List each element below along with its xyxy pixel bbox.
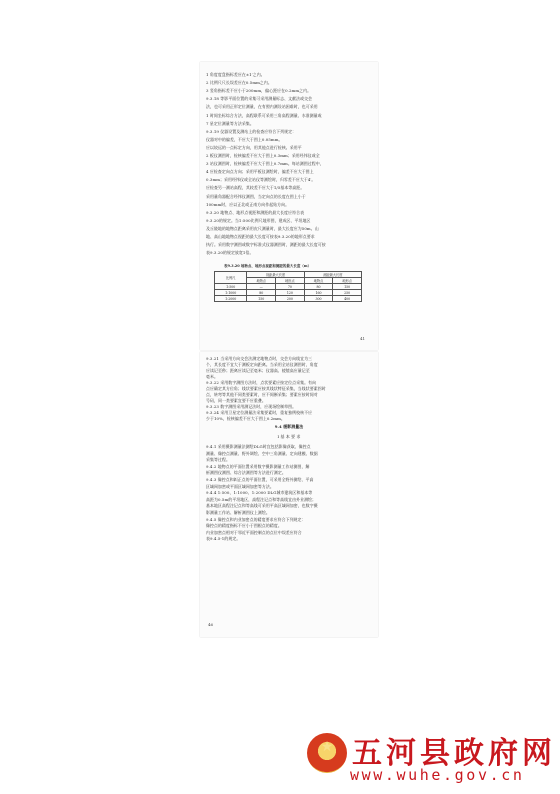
text-line: 9.3.19 仪器设置及测站上的检查应符合下列规定：: [206, 128, 297, 134]
text-line: 9.3.24 采用卫星定位测量法采集要素时，重复独例校核不应: [206, 410, 313, 415]
section-title: 9.4 缓影测量法: [274, 424, 304, 429]
table-header-scale: 比例尺: [215, 272, 247, 284]
text-line: 表9.3.20的规定放宽1倍。: [206, 250, 254, 256]
table-subheader: 地形点: [333, 278, 362, 284]
text-line: 4 应检查定向点方向；采用平板仪测绘时，偏差不应大于图上: [206, 169, 314, 175]
table-subheader: 地形点: [276, 278, 305, 284]
table-cell: 1:500: [215, 284, 247, 290]
document-page-bottom: [200, 352, 378, 637]
table-header-sight: 视距最大长度: [247, 272, 304, 278]
table-cell: 1:1000: [215, 290, 247, 296]
text-line: 号码，同一类要素宜要不应重叠。: [206, 398, 266, 403]
table-cell: 150: [333, 284, 362, 290]
text-line: 区域网加密或平面区域网加密等方法。: [206, 483, 274, 489]
text-line: 点，转弯等其他不同类要素时，应不间断采集；要素应按时间对: [206, 392, 318, 397]
page-number-bottom: 46: [208, 622, 214, 627]
text-line: 基本地区高程注记点和等高线可采用平高区域网加密，也数字摄: [206, 503, 318, 509]
text-line: 9.3.20 地物点、地形点视距和测距的最大长度应符合表: [206, 209, 305, 215]
table-cell: 250: [333, 290, 362, 296]
text-line: 测量、像控点测量、野外调绘、空中三角测量、定向建模、数据: [206, 450, 318, 456]
table-cell: 400: [333, 296, 362, 302]
text-line: 执行。采用数字测图或数字标准式仪器测图时，测距的最大长度可按: [206, 242, 326, 248]
site-name: 五河县政府网: [352, 736, 556, 771]
text-line: 及丘陵地的地物点距离采用皮尺测量时，最大长度应为50m。山: [206, 225, 319, 231]
table-cell: 80: [304, 284, 333, 290]
text-line: 7 星定位测量等方法采集。: [206, 120, 254, 126]
text-line: 点应确定其方位角；线状要素应按其线状特征采集，当线状要素拐时: [206, 386, 326, 391]
page-number-top: 41: [360, 336, 366, 341]
text-line: 3 竖角指标差不应小于200mm，偏心距应在0.2mm之内。: [206, 88, 312, 94]
text-line: 地、高山地地物点视距的最大长度可按表9.3.20的地形点要求: [206, 234, 315, 239]
text-line: 内业加密点相对于邻近平面控制点的点位中误差应符合: [206, 529, 302, 535]
text-line: 9.3.18 等影平面位置的采集可采用测量标志、文献法或交会: [206, 96, 313, 102]
text-line: 影测量工作站、解析测图仪上测绘。: [206, 510, 270, 515]
text-line: 毫米。: [206, 374, 218, 379]
text-line: 1 时间坐标综合方法，高程联系可采用三角高程测量、水准测量或: [206, 112, 322, 118]
text-line: 析测图仪测图、综合法测图等方法进行测定。: [206, 470, 286, 476]
text-line: 9.3.22 采用数字测图方法时，点状要素应按定位点采集。有向: [206, 380, 317, 385]
distance-table: [214, 271, 362, 302]
text-line: 9.4.1 采用摄影测量法测绘DLG时宜包括影像获取、像控点: [206, 444, 311, 449]
text-line: 法，也可采用正形定位测量，在有照内测设站困难时，也可采用: [206, 104, 318, 110]
national-emblem-icon: ★: [307, 733, 347, 773]
table-cell: 160: [304, 290, 333, 296]
text-line: 2 比例尺尺长误差应在0.5mm之内。: [206, 80, 272, 86]
text-line: 应读记至秒；距离应读记至毫米；仪器高、棱镜高应量记至: [206, 368, 310, 373]
text-line: 应以较远的一点标定方向，用其他点进行检核。采用平: [206, 144, 302, 150]
text-line: 9.4.4 1:500、1:1000、1:2000 DLG城市建筑区和基本等: [206, 490, 313, 496]
text-line: 0.3mm；采用经纬仪或全站仪等测绘时，归零差不应大于4′。: [206, 177, 316, 183]
table-header-ranging: 测距最大长度: [304, 272, 361, 278]
document-page-top: [200, 62, 378, 350]
text-line: 表9.4.5-1的规定。: [206, 536, 241, 542]
text-line: 采用量角器配合经纬仪测图，当定向点的长度在图上小于: [206, 193, 306, 199]
text-line: 100mm时，应以正北或正南方向作起始方向。: [206, 201, 290, 207]
text-line: 仪器对中的偏差，不应大于图上0.05mm。: [206, 136, 283, 142]
table-cell: —: [247, 284, 276, 290]
text-line: 应检查另一测站高程，其较差不应大于1/5基本等高距。: [206, 185, 305, 191]
text-line: 像控点的精度指标不应小于图根点的精度。: [206, 523, 282, 529]
table-cell: 200: [276, 296, 305, 302]
text-line: 1 角度度盘指标差应在±1′之内。: [206, 72, 265, 77]
table-cell: 70: [276, 284, 305, 290]
text-line: 9.4.2 地物点的平面位置采用数字摄影测量工作站测图，解: [206, 463, 310, 469]
text-line: 3 站仪测图时，检核偏差不应大于图上0.7mm。每站测图过程中，: [206, 161, 324, 167]
table-subheader: 地物点: [247, 278, 276, 284]
table-title: 表9.3.20 地物点、地形点视距和测距的最大长度（m）: [224, 264, 312, 268]
table-cell: 1:2000: [215, 296, 247, 302]
text-line: 9.4.3 像控点和纠正点的平面位置，可采用全野外测绘、平高: [206, 477, 314, 482]
table-row: [215, 296, 362, 302]
table-cell: 150: [247, 296, 276, 302]
text-line: 9.3.23 数字测图采用测记法时，应现场绘制草图。: [206, 404, 297, 409]
table-cell: 80: [247, 290, 276, 296]
text-line: 个，其长度不宜大于测板定向距离。当采用全站仪测图时，角度: [206, 362, 318, 367]
site-url: www.wuhe.gov.cn: [350, 766, 525, 784]
text-line: 少于10%，检核偏差不应大于图上0.2mm。: [206, 416, 285, 421]
text-line: 采集等过程。: [206, 457, 230, 463]
text-line: 9.4.5 像控点和内业加密点的精度要求应符合下列规定：: [206, 516, 306, 522]
text-line: 9.3.20的规定。当1:500比例尺地形图，建成区、平坦地区: [206, 217, 311, 223]
text-line: 2 板仪测图时，检核偏差不应大于图上0.3mm；采用经纬仪或全: [206, 153, 320, 158]
table-cell: 120: [276, 290, 305, 296]
table-subheader: 地物点: [304, 278, 333, 284]
text-line: 高距为0.5m的平坦地区，高程注记点和等高线宜由外业测绘；: [206, 496, 317, 502]
subsection-title: Ⅰ 基 本 要 求: [277, 434, 301, 439]
table-cell: 300: [304, 296, 333, 302]
text-line: 9.3.21 当采用方向交会法测定地物点时，交会方向线宜为三: [206, 356, 313, 361]
